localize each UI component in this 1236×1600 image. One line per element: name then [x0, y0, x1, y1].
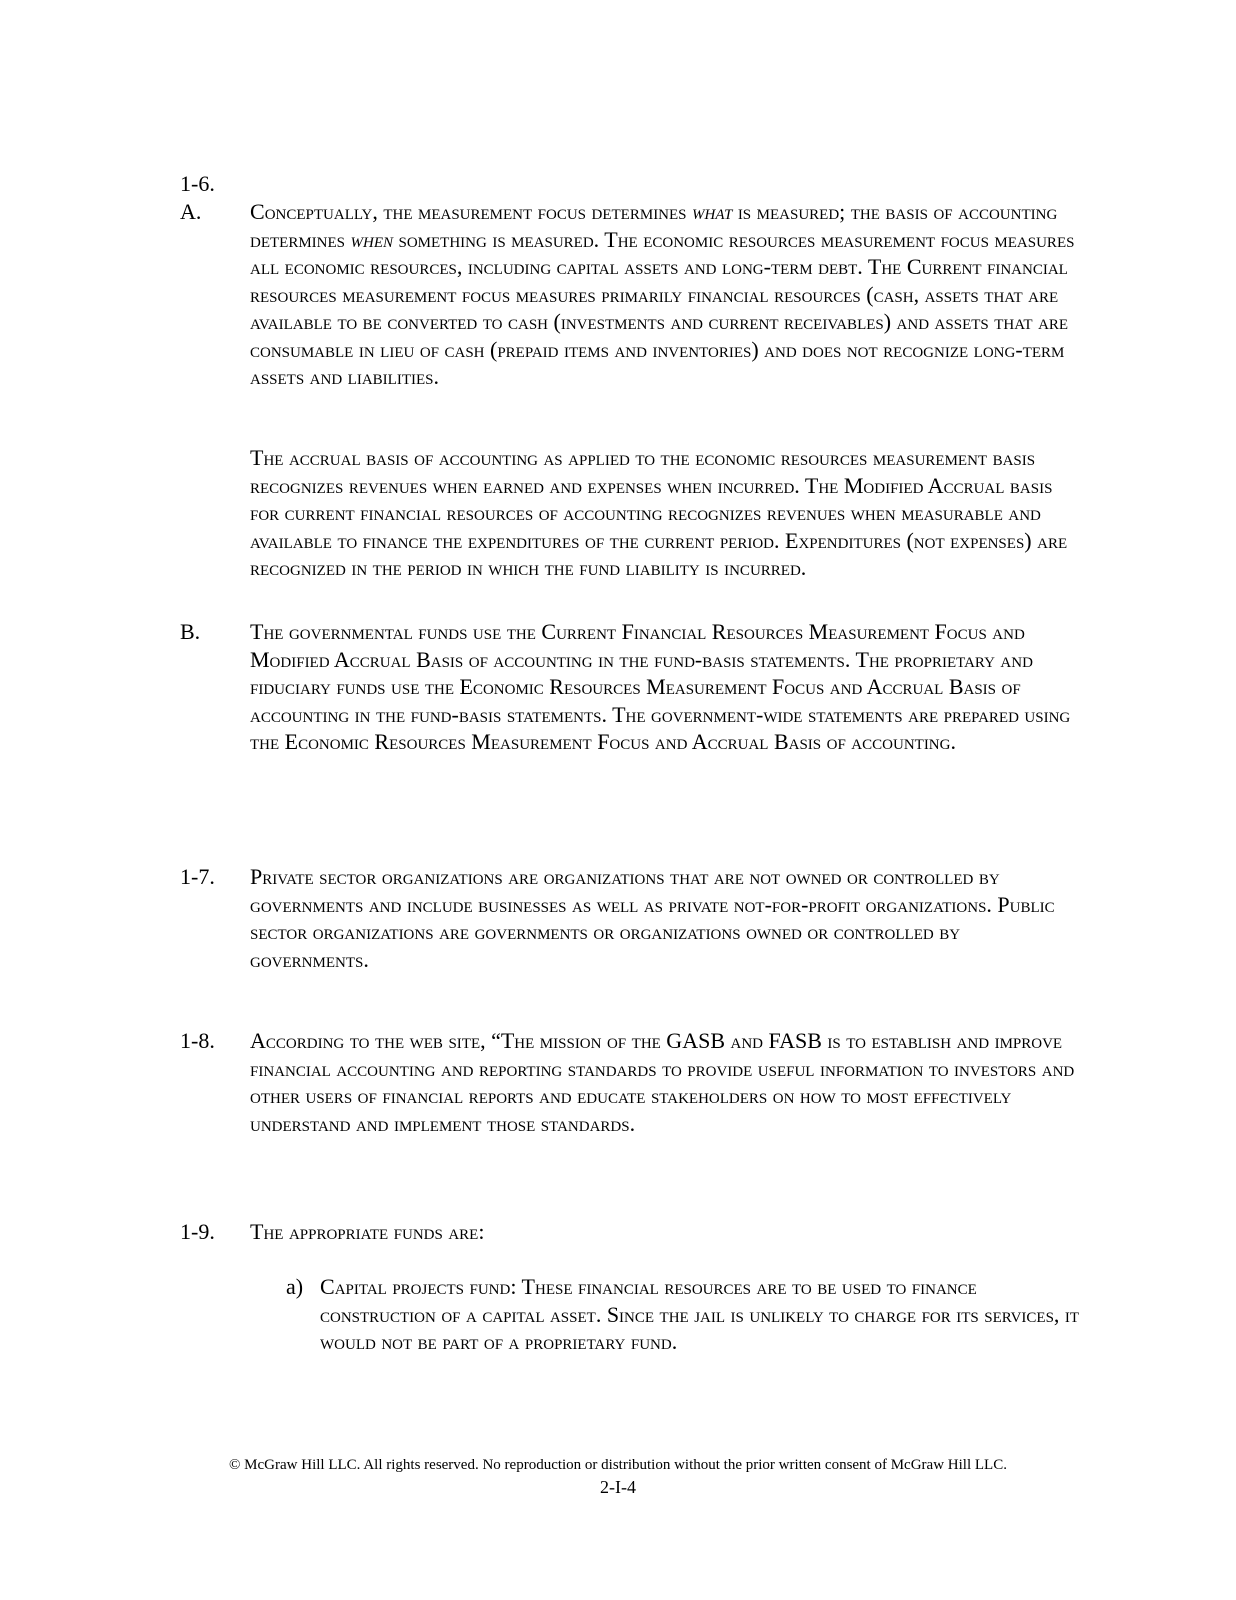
paragraph-text: Conceptually, the measurement focus determines [250, 199, 693, 224]
section-number: 1-7. [180, 864, 215, 889]
section-paragraph: Private sector organizations are organizations that are not owned or controlled by governments and include businesses as well as private not-for-profit organizations. Public sector organizations are governments or organizations owned or controlled by governments. [250, 864, 1055, 972]
page-number: 2-I-4 [600, 1477, 636, 1497]
section-number: 1-9. [180, 1219, 215, 1244]
section-number: 1-8. [180, 1028, 215, 1053]
part-a-paragraph-2: The accrual basis of accounting as applied to the economic resources measurement basis recognizes revenues when earned and expenses when incurred. The Modified Accrual basis for current financial resources of accounting recognizes revenues when measurable and available to finance the expenditures of the current period. Expenditures (not expenses) are recognized in the period in which the fund liability is incurred. [250, 445, 1068, 580]
section-number: 1-6. [180, 171, 215, 196]
list-item-label: a) [286, 1274, 304, 1299]
emphasis-when: when [350, 226, 393, 252]
section-paragraph: According to the web site, “The mission of the GASB and FASB is to establish and improve financial accounting and reporting standards to provide useful information to investors and other users of financial reports and educate stakeholders on how to most effectively understand and implement those standards. [250, 1028, 1075, 1136]
copyright-footer: © McGraw Hill LLC. All rights reserved. No reproduction or distribution without the prior written consent of McGraw Hill LLC. [229, 1457, 1007, 1473]
part-label: B. [180, 619, 201, 644]
part-b-paragraph: The governmental funds use the Current Financial Resources Measurement Focus and Modified Accrual Basis of accounting in the fund-basis statements. The proprietary and fiduciary funds use the Economic Resources Measurement Focus and Accrual Basis of accounting in the fund-basis statements. The government-wide statements are prepared using the Economic Resources Measurement Focus and Accrual Basis of accounting. [250, 619, 1071, 754]
section-paragraph: The appropriate funds are: [250, 1219, 485, 1244]
paragraph-text: is measured; the basis of accounting determines [250, 199, 1058, 252]
emphasis-what: what [692, 199, 733, 224]
paragraph-text: something is measured. The economic resources measurement focus measures all economic resources, including capital assets and long-term debt. The Current financial resources measurement focus measures primarily financial resources (cash, assets that are available to be converted to cash (investments and current receivables) and assets that are consumable in lieu of cash (prepaid items and inventories) and does not recognize long-term assets and liabilities. [250, 226, 1075, 389]
part-label: A. [180, 199, 202, 224]
part-a-paragraph-1 [250, 198, 1080, 391]
list-item-text: Capital projects fund: These financial resources are to be used to finance construction of a capital asset. Since the jail is unlikely to charge for its services, it would not be part of a proprietary fund. [320, 1274, 1080, 1354]
